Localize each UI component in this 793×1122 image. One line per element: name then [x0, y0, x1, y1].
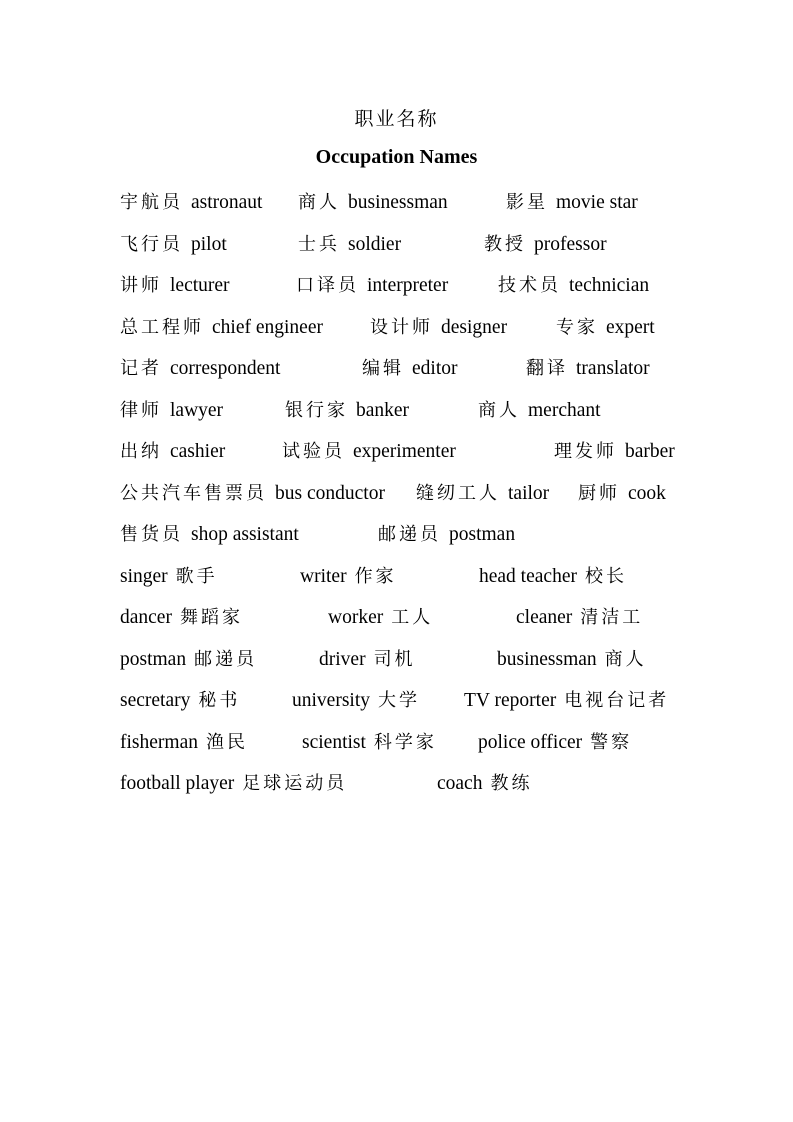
chinese-term: 邮递员 [194, 648, 258, 670]
english-term: postman [449, 524, 516, 545]
vocabulary-entry [120, 396, 223, 422]
chinese-term: 技术员 [498, 275, 561, 296]
english-term: astronaut [191, 192, 263, 213]
chinese-term: 警察 [590, 731, 633, 753]
english-term: postman [120, 648, 187, 670]
vocabulary-row [0, 230, 793, 260]
chinese-term: 出纳 [120, 441, 162, 462]
chinese-term: 缝纫工人 [416, 482, 500, 504]
english-term: interpreter [367, 275, 449, 296]
vocabulary-row [0, 313, 793, 343]
vocabulary-entry [478, 728, 632, 754]
chinese-term: 总工程师 [120, 316, 204, 338]
chinese-term: 讲师 [120, 275, 162, 296]
vocabulary-entry [120, 645, 257, 671]
chinese-term: 厨师 [578, 482, 620, 504]
chinese-term: 歌手 [175, 565, 218, 587]
english-term: worker [328, 607, 384, 628]
vocabulary-entry [556, 313, 655, 339]
vocabulary-entry [120, 728, 248, 754]
chinese-term: 试验员 [282, 441, 345, 462]
chinese-term: 理发师 [554, 441, 617, 462]
english-term: tailor [508, 482, 550, 504]
english-term: lecturer [170, 275, 230, 296]
vocabulary-row [0, 645, 793, 675]
vocabulary-entry [120, 479, 385, 505]
vocabulary-entry [292, 686, 420, 712]
vocabulary-entry [120, 437, 225, 463]
vocabulary-row [0, 396, 793, 426]
vocabulary-row [0, 479, 793, 509]
vocabulary-row [0, 562, 793, 592]
english-term: bus conductor [275, 482, 385, 504]
chinese-term: 舞蹈家 [179, 607, 243, 628]
vocabulary-entry [120, 188, 262, 214]
english-term: chief engineer [212, 316, 323, 338]
english-term: head teacher [479, 565, 577, 587]
english-term: soldier [348, 233, 402, 255]
chinese-term: 记者 [120, 358, 162, 379]
chinese-term: 工人 [391, 607, 434, 628]
vocabulary-entry [298, 230, 401, 256]
chinese-term: 编辑 [362, 358, 404, 379]
vocabulary-entry [478, 396, 601, 422]
english-term: coach [437, 773, 483, 794]
english-term: police officer [478, 731, 583, 753]
vocabulary-entry [120, 271, 230, 297]
chinese-term: 作家 [354, 565, 397, 587]
chinese-term: 司机 [373, 648, 416, 670]
vocabulary-entry [282, 437, 456, 463]
vocabulary-entry [498, 271, 649, 297]
english-term: singer [120, 565, 168, 587]
chinese-term: 教练 [490, 773, 533, 794]
vocabulary-entry [120, 686, 240, 712]
vocabulary-row [0, 271, 793, 301]
english-term: expert [606, 316, 655, 338]
chinese-term: 影星 [506, 192, 548, 213]
chinese-term: 电视台记者 [564, 690, 670, 711]
chinese-term: 足球运动员 [242, 773, 348, 794]
english-term: experimenter [353, 441, 456, 462]
vocabulary-entry [526, 354, 650, 380]
english-term: pilot [191, 233, 227, 255]
vocabulary-entry [370, 313, 507, 339]
vocabulary-row [0, 188, 793, 218]
english-term: translator [576, 358, 650, 379]
english-term: editor [412, 358, 458, 379]
chinese-term: 秘书 [198, 690, 241, 711]
vocabulary-row [0, 354, 793, 384]
english-term: cook [628, 482, 666, 504]
english-term: banker [356, 399, 410, 421]
chinese-term: 清洁工 [580, 607, 644, 628]
english-term: writer [300, 565, 347, 587]
vocabulary-entry [120, 230, 227, 256]
page-title-chinese: 职业名称 [354, 108, 439, 130]
english-term: barber [625, 441, 675, 462]
vocabulary-entry [298, 188, 448, 214]
chinese-term: 大学 [378, 690, 420, 711]
chinese-term: 翻译 [526, 358, 568, 379]
vocabulary-entry [416, 479, 549, 505]
english-term: businessman [348, 192, 448, 213]
english-term: cleaner [516, 607, 573, 628]
chinese-term: 银行家 [285, 399, 348, 421]
vocabulary-entry [120, 354, 280, 380]
vocabulary-entry [120, 313, 323, 339]
vocabulary-entry [464, 686, 669, 712]
vocabulary-entry [497, 645, 647, 671]
vocabulary-entry [378, 520, 515, 546]
page-title-english: Occupation Names [315, 146, 478, 168]
vocabulary-entry [479, 562, 627, 588]
chinese-term: 公共汽车售票员 [120, 482, 267, 504]
chinese-term: 口译员 [296, 275, 359, 296]
chinese-term: 宇航员 [120, 192, 183, 213]
english-term: correspondent [170, 358, 281, 379]
vocabulary-entry [296, 271, 448, 297]
chinese-term: 渔民 [205, 731, 248, 753]
vocabulary-entry [578, 479, 666, 505]
english-term: TV reporter [464, 690, 557, 711]
english-term: cashier [170, 441, 226, 462]
chinese-term: 专家 [556, 316, 598, 338]
vocabulary-entry [302, 728, 437, 754]
vocabulary-entry [120, 520, 299, 546]
english-term: designer [441, 316, 508, 338]
chinese-term: 士兵 [298, 233, 340, 255]
vocabulary-entry [554, 437, 675, 463]
vocabulary-row [0, 686, 793, 716]
vocabulary-entry [319, 645, 416, 671]
vocabulary-entry [437, 769, 532, 795]
english-term: businessman [497, 648, 597, 670]
chinese-term: 教授 [484, 233, 526, 255]
chinese-term: 飞行员 [120, 233, 183, 255]
vocabulary-entry [506, 188, 638, 214]
english-term: university [292, 690, 370, 711]
chinese-term: 邮递员 [378, 524, 441, 545]
chinese-term: 商人 [298, 192, 340, 213]
english-term: technician [569, 275, 650, 296]
vocabulary-entry [484, 230, 607, 256]
chinese-term: 律师 [120, 399, 162, 421]
vocabulary-entry [285, 396, 409, 422]
vocabulary-row [0, 769, 793, 799]
chinese-term: 校长 [584, 565, 627, 587]
english-term: professor [534, 233, 607, 255]
vocabulary-row [0, 520, 793, 550]
english-term: shop assistant [191, 524, 299, 545]
vocabulary-entry [120, 769, 347, 795]
vocabulary-row [0, 603, 793, 633]
vocabulary-entry [362, 354, 457, 380]
english-term: driver [319, 648, 366, 670]
chinese-term: 售货员 [120, 524, 183, 545]
vocabulary-entry [328, 603, 433, 629]
vocabulary-row [0, 437, 793, 467]
chinese-term: 设计师 [370, 316, 433, 338]
english-term: movie star [556, 192, 638, 213]
chinese-term: 科学家 [373, 731, 437, 753]
chinese-term: 商人 [604, 648, 647, 670]
english-term: fisherman [120, 731, 198, 753]
vocabulary-entry [120, 562, 218, 588]
chinese-term: 商人 [478, 399, 520, 421]
english-term: secretary [120, 690, 191, 711]
english-term: scientist [302, 731, 366, 753]
vocabulary-entry [516, 603, 643, 629]
english-term: football player [120, 773, 235, 794]
vocabulary-entry [120, 603, 243, 629]
english-term: dancer [120, 607, 172, 628]
english-term: lawyer [170, 399, 224, 421]
vocabulary-entry [300, 562, 397, 588]
english-term: merchant [528, 399, 601, 421]
vocabulary-row [0, 728, 793, 758]
